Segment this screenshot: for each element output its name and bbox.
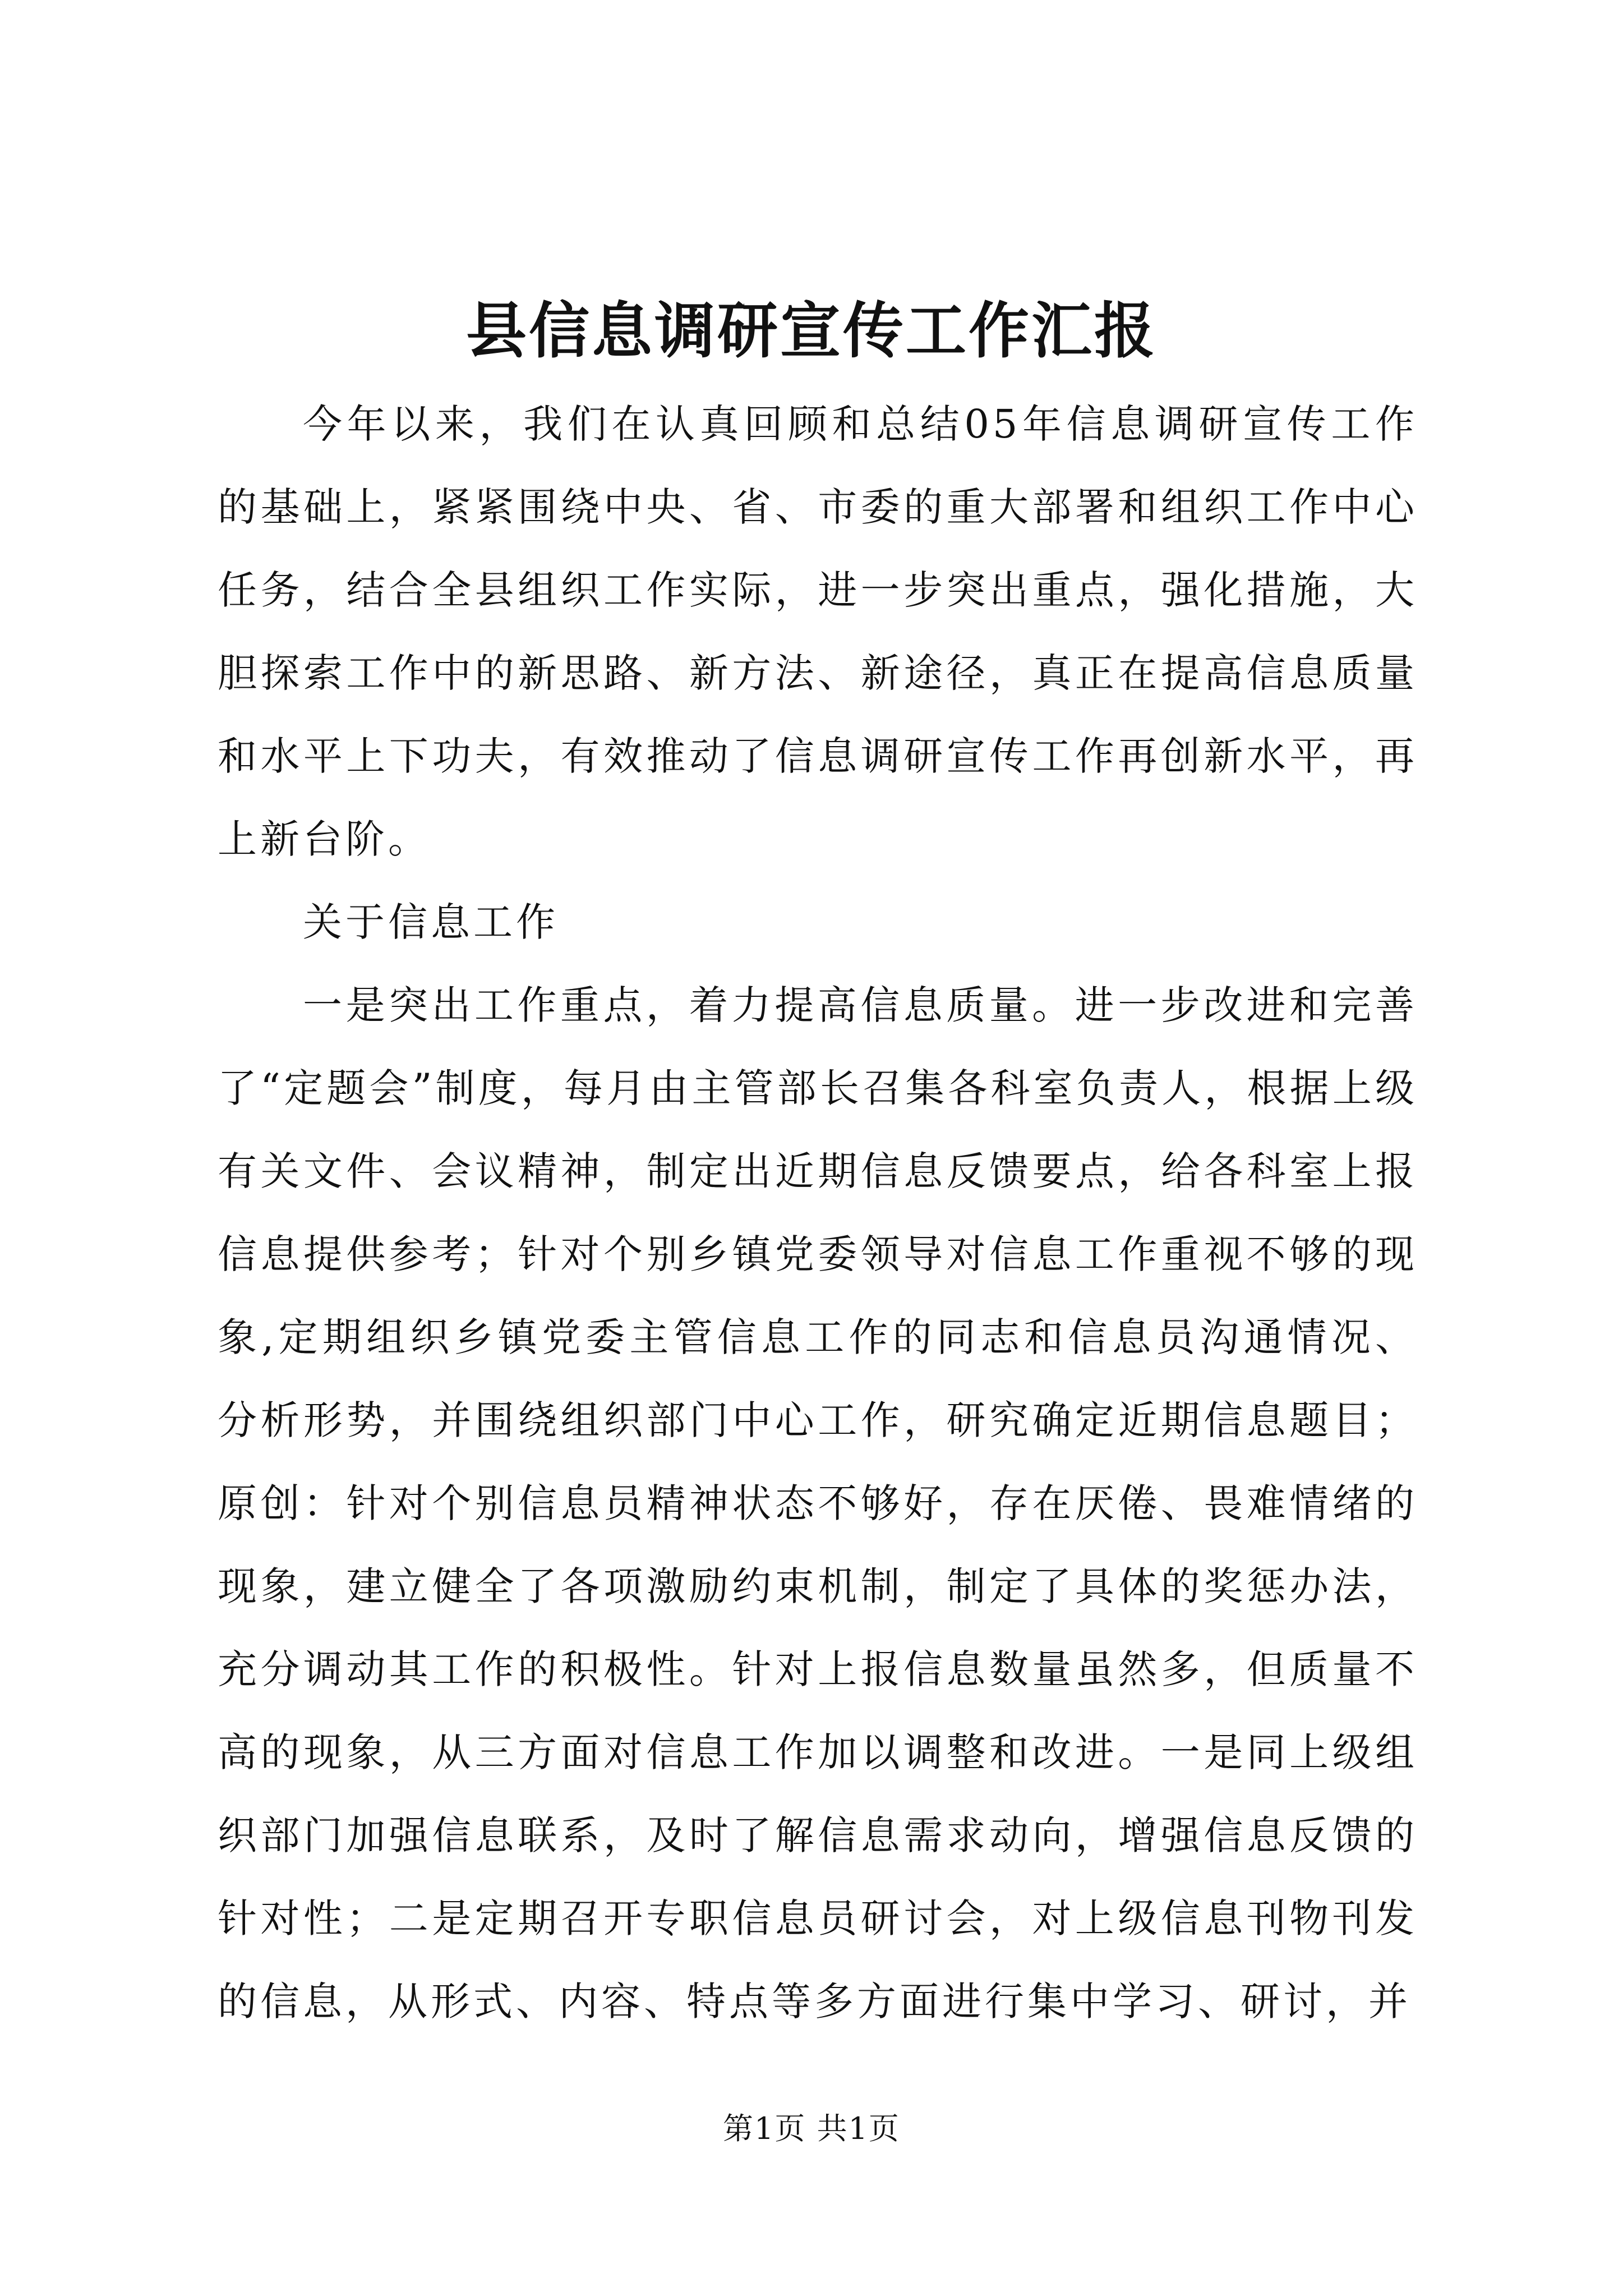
page-footer: 第1页 共1页 — [723, 2111, 900, 2146]
section-heading-information-work: 关于信息工作 — [303, 899, 559, 945]
paragraph-key-points: 一是突出工作重点，着力提高信息质量。进一步改进和完善了“定题会”制度，每月由主管部长召集各科室负责人，根据上级有关文件、会议精神，制定出近期信息反馈要点，给各科室上报信息提供参考；针对个别乡镇党委领导对信息工作重视不够的现象,定期组织乡镇党委主管信息工作的同志和信息员沟通情况、分析形势，并围绕组织部门中心工作，研究确定近期信息题目；原创：针对个别信息员精神状态不够好，存在厌倦、畏难情绪的现象，建立健全了各项激励约束机制，制定了具体的奖惩办法，充分调动其工作的积极性。针对上报信息数量虽然多，但质量不高的现象，从三方面对信息工作加以调整和改进。一是同上级组织部门加强信息联系，及时了解信息需求动向，增强信息反馈的针对性；二是定期召开专职信息员研讨会，对上级信息刊物刊发的信息，从形式、内容、特点等多方面进行集中学习、研讨，并 — [218, 982, 1418, 2024]
document-title: 县信息调研宣传工作汇报 — [465, 296, 1157, 366]
document-body — [218, 383, 1418, 2043]
paragraph-intro: 今年以来，我们在认真回顾和总结05年信息调研宣传工作的基础上，紧紧围绕中央、省、市委的重大部署和组织工作中心任务，结合全县组织工作实际，进一步突出重点，强化措施，大胆探索工作中的新思路、新方法、新途径，真正在提高信息质量和水平上下功夫，有效推动了信息调研宣传工作再创新水平，再上新台阶。 — [218, 401, 1418, 862]
